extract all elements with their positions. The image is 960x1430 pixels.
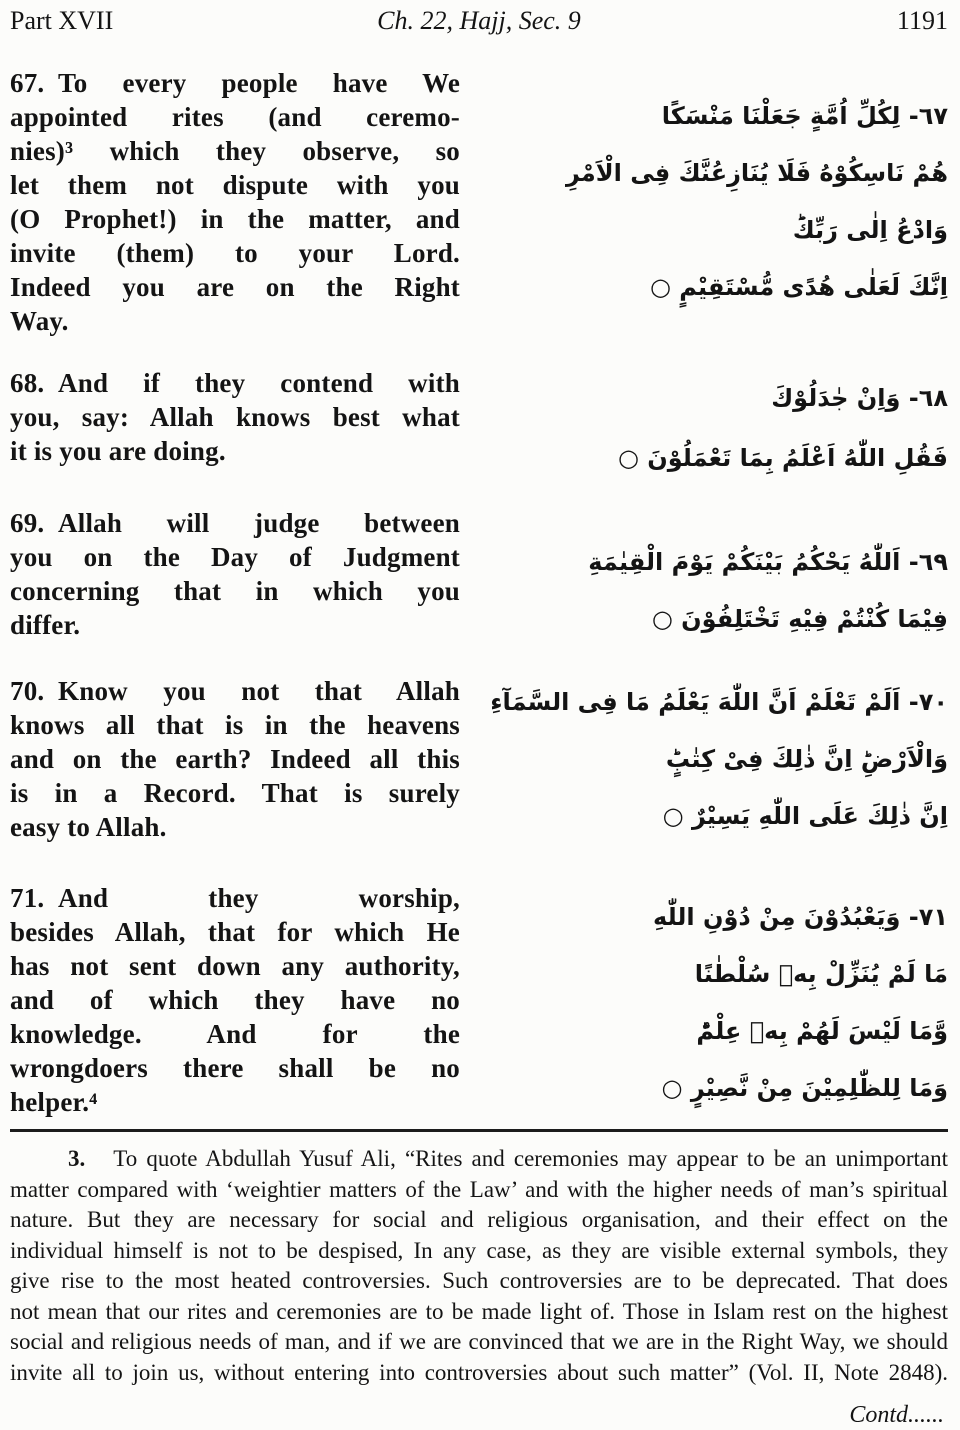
text-line: nies)³ which they observe, so xyxy=(10,136,460,166)
verse-68-arabic-text xyxy=(478,366,948,488)
part-label: Part XVII xyxy=(10,6,114,35)
text-line: اِنَّكَ لَعَلٰى هُدًى مُّسْتَقِيْمٍ ○ xyxy=(649,273,948,301)
text-line: ٧٠- اَلَمْ تَعْلَمْ اَنَّ اللّٰهَ يَعْلَمُ مَا فِى السَّمَآءِ xyxy=(490,688,948,716)
verse-69-arabic-text xyxy=(478,506,948,648)
text-line: nature. But they are necessary for social and religious organisation, and their effect on the xyxy=(10,1207,948,1232)
verses-section xyxy=(10,66,948,1119)
text-line: social and religious needs of man, and if we are convinced that we are in the Right Way, we should xyxy=(10,1329,948,1354)
text-line: (O Prophet!) in the matter, and xyxy=(10,204,460,234)
verse-67-arabic-text xyxy=(478,66,948,338)
text-line: and on the earth? Indeed all this xyxy=(10,744,460,774)
page-number: 1191 xyxy=(896,6,948,35)
verse-70-english-translation xyxy=(10,674,460,845)
text-line: easy to Allah. xyxy=(10,812,167,842)
text-line: individual himself is not to be despised, In any case, as they are visible external symbols, they xyxy=(10,1237,948,1263)
text-line: invite all to join us, without entering into controversies about such matter” (Vol. II, Note 2848). xyxy=(10,1359,948,1385)
text-line: مَا لَمْ يُنَزِّلْ بِهٖ سُلْطٰنًا xyxy=(694,960,948,988)
text-line: not mean that our rites and ceremonies are to be made light of. Those in Islam rest on the highest xyxy=(10,1298,948,1324)
text-line: and of which they have no xyxy=(10,985,460,1015)
text-line: ٧١- وَيَعْبُدُوْنَ مِنْ دُوْنِ اللّٰهِ xyxy=(653,903,948,931)
text-line: اِنَّ ذٰلِكَ عَلَى اللّٰهِ يَسِيْرٌ ○ xyxy=(662,802,948,830)
text-line: ٦٧- لِكُلِّ اُمَّةٍ جَعَلْنَا مَنْسَكًا xyxy=(661,102,948,130)
text-line: wrongdoers there shall be no xyxy=(10,1053,460,1083)
footnote-3 xyxy=(10,1144,948,1388)
text-line: matter compared with ‘weightier matters of the Law’ and with the higher needs of man’s spiritual xyxy=(10,1176,948,1202)
text-line: 71. And they worship, xyxy=(10,883,460,913)
footnote-first-line xyxy=(10,1144,948,1175)
text-line: فِيْمَا كُنْتُمْ فِيْهِ تَخْتَلِفُوْنَ ○ xyxy=(651,605,948,633)
verse-71-arabic-text xyxy=(478,881,948,1119)
verse-67-english-translation xyxy=(10,66,460,338)
text-line: 70. Know you not that Allah xyxy=(10,676,460,706)
text-line: concerning that in which you xyxy=(10,576,460,606)
verse-row-68 xyxy=(10,366,948,488)
verse-row-70 xyxy=(10,674,948,845)
text-line: knowledge. And for the xyxy=(10,1019,460,1049)
footnote-first-line-text: To quote Abdullah Yusuf Ali, “Rites and ceremonies may appear to be an unimportant xyxy=(113,1146,948,1171)
text-line: فَقُلِ اللّٰهُ اَعْلَمُ بِمَا تَعْمَلُوْنَ ○ xyxy=(617,444,948,472)
footnote-number: 3. xyxy=(68,1146,86,1171)
footnote-body-text xyxy=(10,1175,948,1389)
text-line: وَالْاَرْضِؕ اِنَّ ذٰلِكَ فِىْ كِتٰبٍؕ xyxy=(665,745,948,773)
text-line: invite (them) to your Lord. xyxy=(10,238,460,268)
text-line: differ. xyxy=(10,610,81,640)
verse-row-71 xyxy=(10,881,948,1119)
chapter-heading: Ch. 22, Hajj, Sec. 9 xyxy=(377,6,581,35)
text-line: it is you are doing. xyxy=(10,436,226,466)
text-line: you on the Day of Judgment xyxy=(10,542,460,572)
text-line: وَّمَا لَيْسَ لَهُمْ بِهٖ عِلْمٌؕ xyxy=(696,1017,948,1045)
text-line: appointed rites (and ceremo- xyxy=(10,102,460,132)
verse-row-67 xyxy=(10,66,948,338)
text-line: has not sent down any authority, xyxy=(10,951,460,981)
text-line: Way. xyxy=(10,306,69,336)
text-line: وَادْعُ اِلٰى رَبِّكَؕ xyxy=(792,216,948,244)
text-line: ٦٩- اَللّٰهُ يَحْكُمُ بَيْنَكُمْ يَوْمَ الْقِيٰمَةِ xyxy=(588,548,948,576)
verse-68-english-translation xyxy=(10,366,460,488)
text-line: 68. And if they contend with xyxy=(10,368,460,398)
text-line: give rise to the most heated controversies. Such controversies are to be deprecated. That does xyxy=(10,1268,948,1293)
text-line: is in a Record. That is surely xyxy=(10,778,460,808)
continued-label: Contd...... xyxy=(849,1402,944,1428)
text-line: 67. To every people have We xyxy=(10,68,460,98)
text-line: ٦٨- وَاِنْ جٰدَلُوْكَ xyxy=(771,384,948,412)
verse-70-arabic-text xyxy=(478,674,948,845)
text-line: helper.⁴ xyxy=(10,1087,98,1117)
verse-row-69 xyxy=(10,506,948,648)
verse-69-english-translation xyxy=(10,506,460,648)
text-line: let them not dispute with you xyxy=(10,170,460,200)
text-line: knows all that is in the heavens xyxy=(10,710,460,740)
text-line: وَمَا لِلظّٰلِمِيْنَ مِنْ نَّصِيْرٍ ○ xyxy=(661,1074,948,1102)
verse-71-english-translation xyxy=(10,881,460,1119)
text-line: هُمْ نَاسِكُوْهُ فَلَا يُنَازِعُنَّكَ فِى الْاَمْرِ xyxy=(565,159,948,187)
text-line: 69. Allah will judge between xyxy=(10,508,460,538)
text-line: besides Allah, that for which He xyxy=(10,917,460,947)
footnote-separator-line xyxy=(10,1129,948,1132)
page-header xyxy=(10,6,948,36)
text-line: you, say: Allah knows best what xyxy=(10,402,460,432)
text-line: Indeed you are on the Right xyxy=(10,272,460,302)
